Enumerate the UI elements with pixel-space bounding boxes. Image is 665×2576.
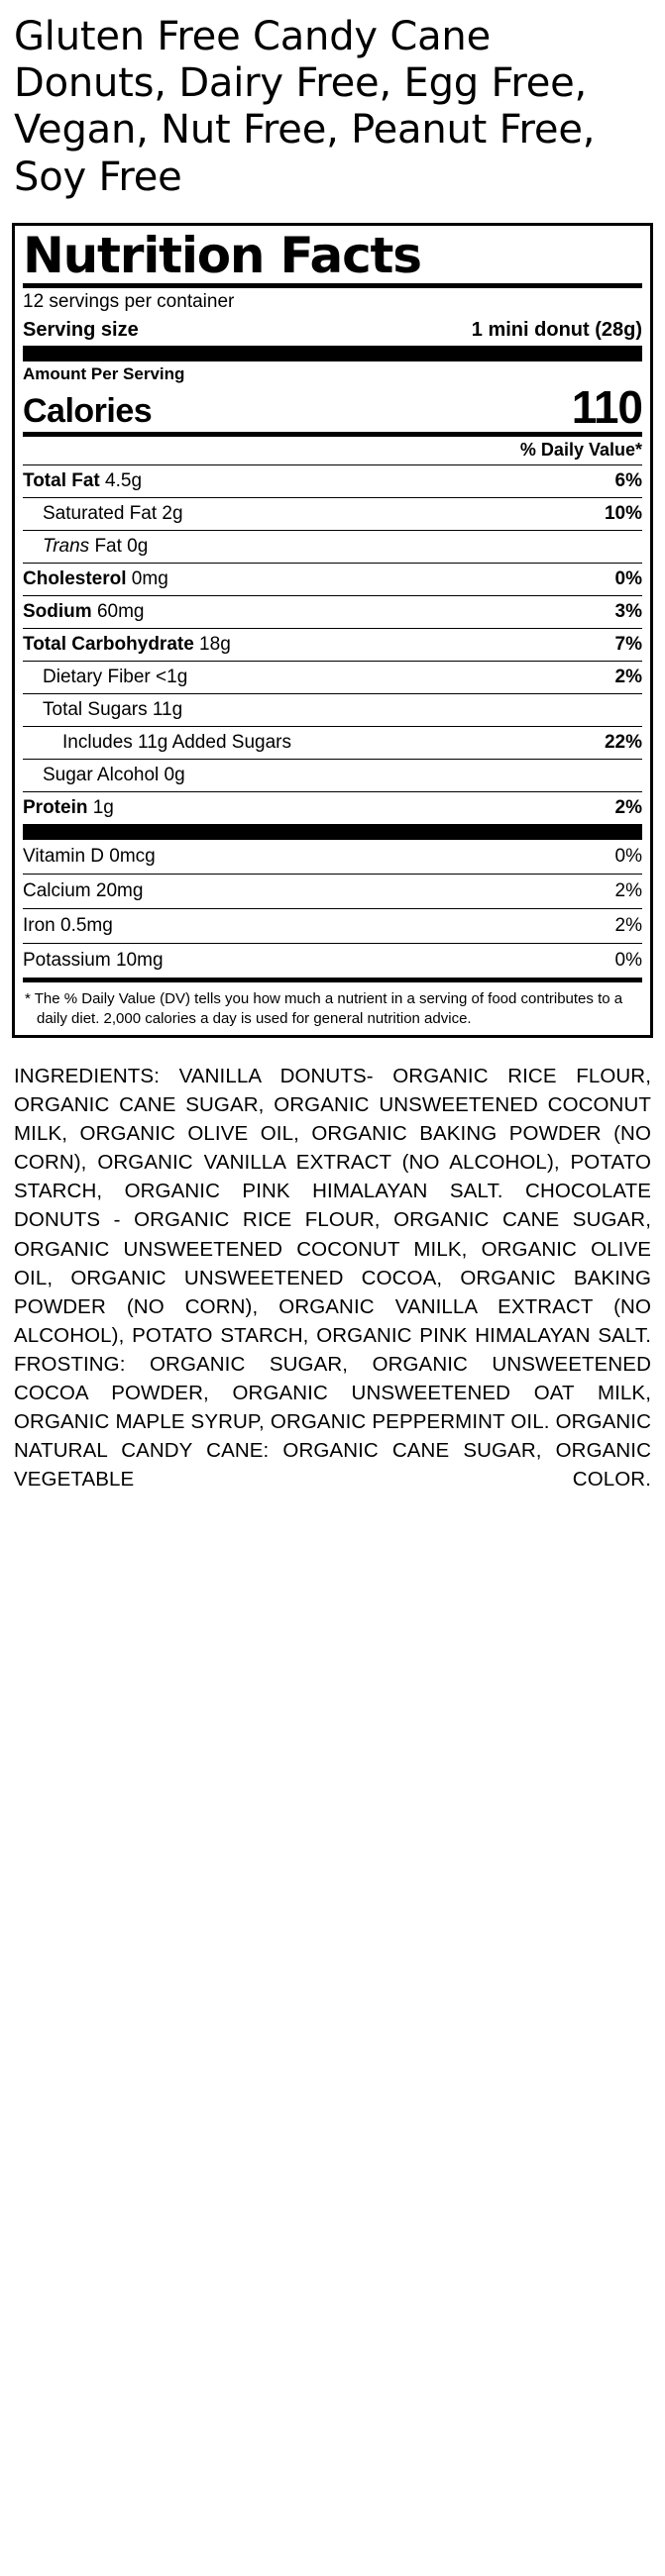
nutrient-row [23,498,642,531]
divider-thick-lower [23,824,642,840]
nutrient-daily-value: 0% [614,567,642,589]
nutrient-label: Protein [23,796,88,818]
vitamin-label: Iron 0.5mg [23,914,113,936]
serving-size-row [23,317,642,346]
nutrition-facts-title: Nutrition Facts [23,226,421,284]
ingredients-statement: INGREDIENTS: VANILLA DONUTS- ORGANIC RICE FLOUR, ORGANIC CANE SUGAR, ORGANIC UNSWEETENED COCONUT MILK, ORGANIC OLIVE OIL, ORGANIC BAKING POWDER (NO CORN), ORGANIC VANILLA EXTRACT (NO ALCOHOL), POTATO STARCH, ORGANIC PINK HIMALAYAN SALT. CHOCOLATE DONUTS - ORGANIC RICE FLOUR, ORGANIC CANE SUGAR, ORGANIC UNSWEETENED COCONUT MILK, ORGANIC OLIVE OIL, ORGANIC UNSWEETENED COCOA, ORGANIC BAKING POWDER (NO CORN), ORGANIC VANILLA EXTRACT (NO ALCOHOL), POTATO STARCH, ORGANIC PINK HIMALAYAN SALT. FROSTING: ORGANIC SUGAR, ORGANIC UNSWEETENED COCOA POWDER, ORGANIC UNSWEETENED OAT MILK, ORGANIC MAPLE SYRUP, ORGANIC PEPPERMINT OIL. ORGANIC NATURAL CANDY CANE: ORGANIC CANE SUGAR, ORGANIC VEGETABLE COLOR. [14,1064,651,1492]
nutrient-name [23,601,606,623]
nutrient-daily-value: 6% [614,469,642,491]
nutrient-daily-value: 22% [604,731,642,753]
amount-per-serving-label: Amount Per Serving [23,363,185,383]
nutrient-name [23,699,632,721]
nutrient-rows [23,465,642,824]
nutrient-row [23,694,642,727]
nutrient-amount: 18g [193,633,231,655]
nutrient-amount: <1g [150,666,188,687]
vitamin-label: Potassium 10mg [23,949,164,971]
daily-value-header: % Daily Value* [519,439,642,460]
nutrient-amount: 0mg [126,567,168,589]
vitamin-row [23,944,642,978]
nutrient-row [23,727,642,760]
nutrient-name [23,797,606,819]
nutrient-name [23,732,595,754]
nutrient-label: Total Sugars [43,698,148,720]
nutrient-label: Sodium [23,600,92,622]
nutrient-amount: 1g [87,796,114,818]
nutrient-label: Total Fat [23,469,100,491]
nutrient-row [23,760,642,792]
nutrient-daily-value: 2% [614,666,642,687]
servings-per-container: 12 servings per container [23,290,235,312]
vitamin-daily-value: 0% [614,949,642,971]
nutrient-amount: 0g [159,764,185,785]
nutrient-amount: 60mg [91,600,145,622]
nutrient-name [23,667,606,688]
vitamin-row [23,875,642,909]
nutrient-amount: 4.5g [99,469,143,491]
nutrient-daily-value: 2% [614,796,642,818]
nutrient-row [23,465,642,498]
calories-row [23,380,642,433]
nutrient-label: Cholesterol [23,567,127,589]
nutrient-label: Sugar Alcohol [43,764,160,785]
nutrient-name [23,568,606,590]
vitamin-daily-value: 0% [614,845,642,867]
vitamin-label: Vitamin D 0mcg [23,845,156,867]
vitamin-row [23,840,642,875]
nutrient-daily-value: 3% [614,600,642,622]
nutrient-row [23,629,642,662]
vitamin-daily-value: 2% [614,914,642,936]
nutrient-label: Saturated Fat [43,502,158,524]
nutrient-label: Includes 11g Added Sugars [62,731,291,753]
nutrient-name [23,470,606,492]
nutrient-row [23,564,642,596]
nutrient-amount: 2g [157,502,183,524]
nutrient-daily-value: 10% [604,502,642,524]
nutrient-name [23,765,632,786]
nutrient-label: Dietary Fiber [43,666,151,687]
nutrient-amount: 11g [147,698,183,720]
nutrient-label: Trans [43,535,90,557]
calories-value: 110 [571,380,642,433]
vitamin-daily-value: 2% [614,879,642,901]
nutrition-facts-panel [12,223,653,1038]
calories-label: Calories [23,392,153,431]
nutrient-row [23,662,642,694]
nutrient-name [23,634,606,656]
footnote-text: * The % Daily Value (DV) tells you how much a nutrient in a serving of food contributes to a daily diet. 2,000 calories a day is used for general nutrition advice. [25,989,623,1027]
page-title: Gluten Free Candy Cane Donuts, Dairy Free, Egg Free, Vegan, Nut Free, Peanut Free, Soy Free [14,14,596,200]
vitamin-label: Calcium 20mg [23,879,144,901]
nutrient-row [23,792,642,824]
nutrient-name [23,503,595,525]
nutrient-row [23,531,642,564]
serving-size-label: Serving size [23,318,139,341]
divider-thick-upper [23,346,642,361]
nutrient-name [23,536,632,558]
nutrient-amount: Fat 0g [89,535,149,557]
vitamin-rows [23,840,642,978]
daily-value-footnote [23,982,642,1029]
serving-size-value: 1 mini donut (28g) [471,318,642,341]
nutrient-row [23,596,642,629]
nutrient-label: Total Carbohydrate [23,633,194,655]
nutrient-daily-value: 7% [614,633,642,655]
vitamin-row [23,909,642,944]
